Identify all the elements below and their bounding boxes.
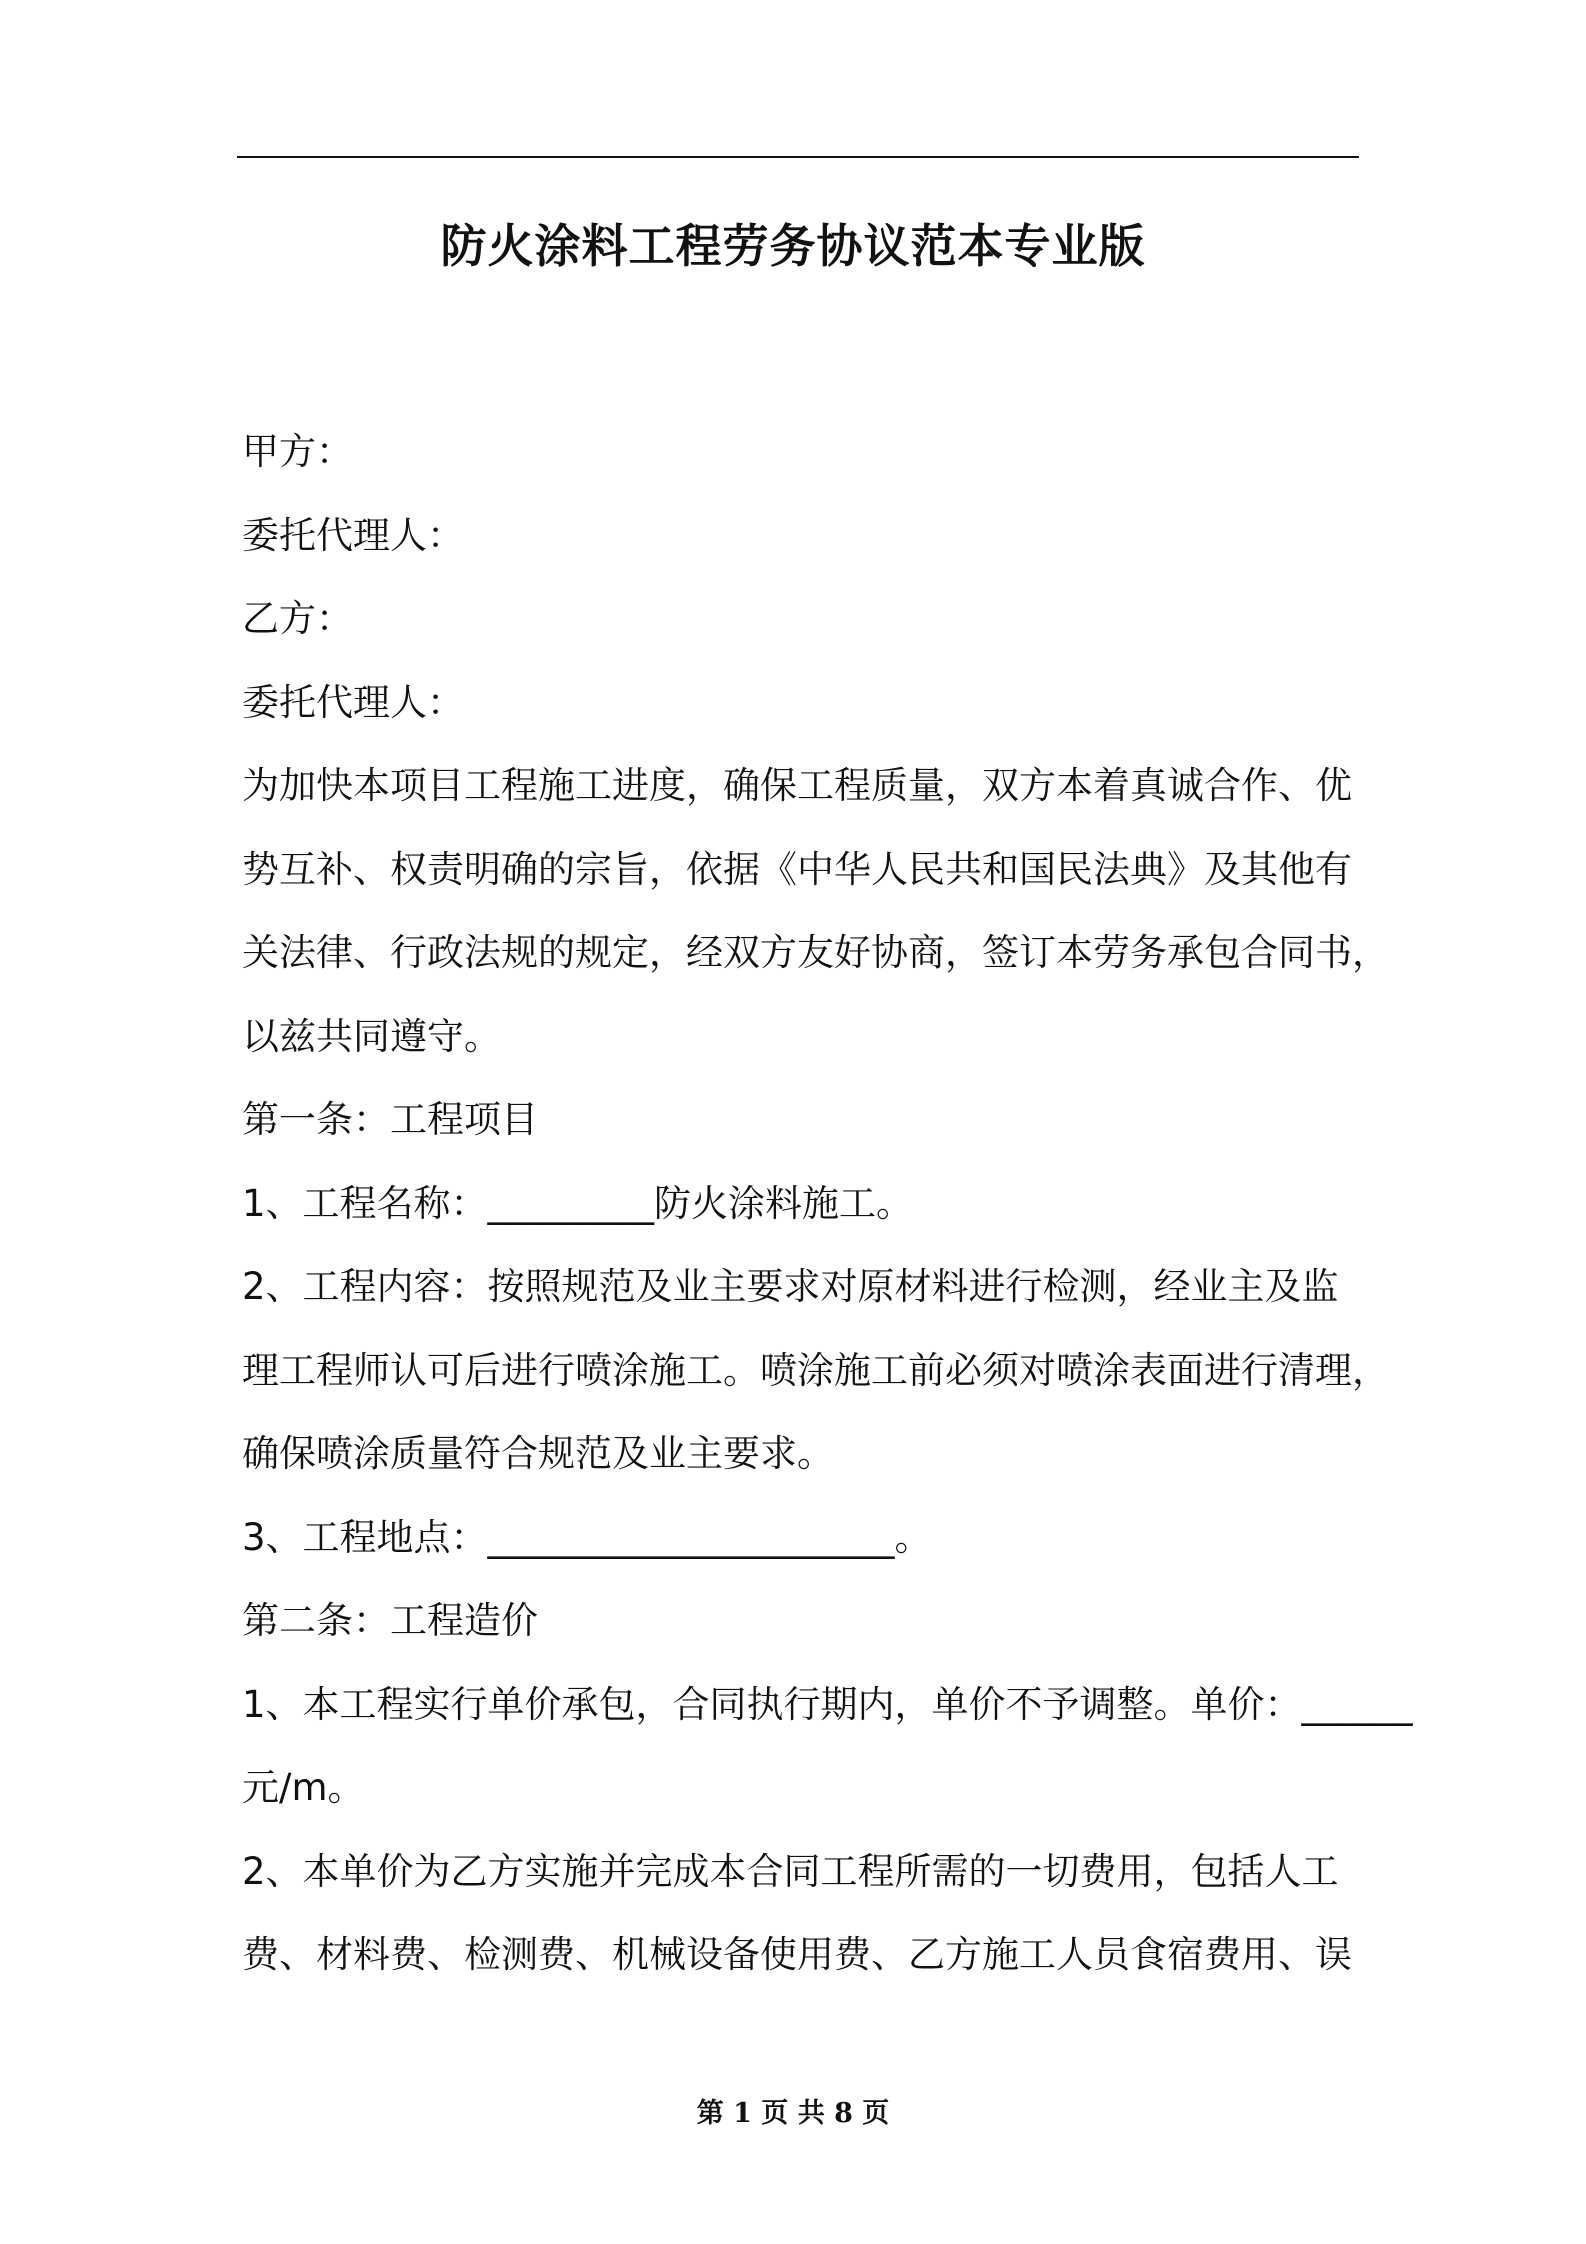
clause-line: 确保喷涂质量符合规范及业主要求。	[242, 1432, 834, 1475]
article-heading: 第二条：工程造价	[242, 1599, 538, 1642]
document-body	[242, 410, 1413, 1997]
clause-line: 费、材料费、检测费、机械设备使用费、乙方施工人员食宿费用、误	[242, 1933, 1352, 1976]
preamble-line: 势互补、权责明确的宗旨，依据《中华人民共和国民法典》及其他有	[242, 847, 1352, 891]
clause-line: 元/m。	[242, 1766, 365, 1809]
clause-line: 3、工程地点：______________________。	[242, 1515, 932, 1559]
article-heading: 第一条：工程项目	[242, 1098, 538, 1141]
clause-line: 2、工程内容：按照规范及业主要求对原材料进行检测，经业主及监	[242, 1265, 1339, 1308]
preamble-line: 以兹共同遵守。	[242, 1014, 501, 1058]
preamble-line: 为加快本项目工程施工进度，确保工程质量，双方本着真诚合作、优	[242, 764, 1352, 807]
party-a-agent-line: 委托代理人：	[242, 513, 464, 557]
clause-line: 1、本工程实行单价承包，合同执行期内，单价不予调整。单价：______	[242, 1682, 1413, 1726]
page-number: 第 1 页 共 8 页	[696, 2098, 890, 2129]
party-b-line: 乙方：	[242, 597, 353, 640]
party-b-agent-line: 委托代理人：	[242, 680, 464, 724]
party-a-line: 甲方：	[242, 430, 353, 473]
clause-line: 2、本单价为乙方实施并完成本合同工程所需的一切费用，包括人工	[242, 1849, 1339, 1893]
clause-line: 理工程师认可后进行喷涂施工。喷涂施工前必须对喷涂表面进行清理，	[242, 1348, 1389, 1392]
header-rule	[237, 156, 1359, 158]
document-title: 防火涂料工程劳务协议范本专业版	[440, 219, 1146, 273]
clause-line: 1、工程名称：_________防火涂料施工。	[242, 1181, 914, 1225]
preamble-line: 关法律、行政法规的规定，经双方友好协商，签订本劳务承包合同书，	[242, 931, 1389, 974]
